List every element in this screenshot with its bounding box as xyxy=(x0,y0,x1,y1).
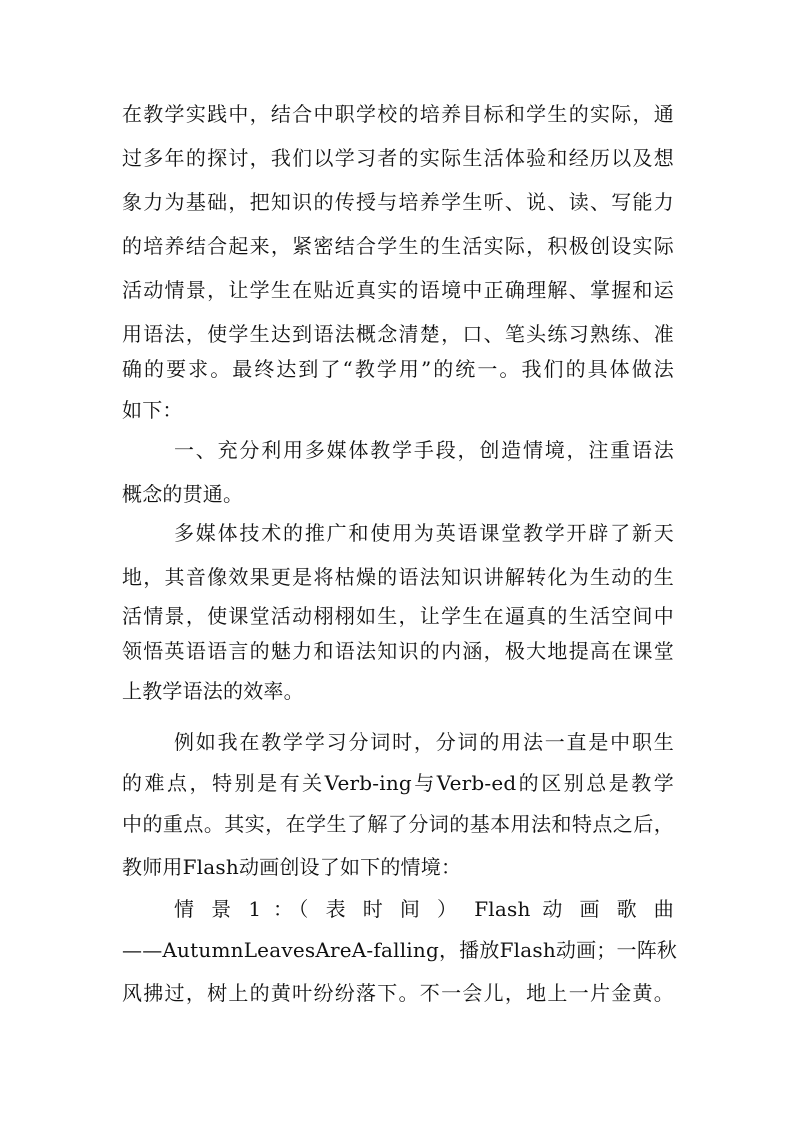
heading-1-line-1: 一、充分利用多媒体教学手段，创造情境，注重语法 xyxy=(174,438,674,462)
paragraph-2-line-3: 活情景，使课堂活动栩栩如生，让学生在逼真的生活空间中 xyxy=(122,604,674,628)
paragraph-2-line-5: 上教学语法的效率。 xyxy=(122,679,304,703)
paragraph-3-line-3: 中的重点。其实，在学生了解了分词的基本用法和特点之后， xyxy=(122,812,674,836)
heading-1-line-2: 概念的贯通。 xyxy=(122,482,244,506)
scenario-1-line-3: 风拂过，树上的黄叶纷纷落下。不一会儿，地上一片金黄。 xyxy=(122,981,674,1005)
paragraph-2-line-2: 地，其音像效果更是将枯燥的语法知识讲解转化为生动的生 xyxy=(122,565,674,589)
paragraph-3-line-4: 教师用Flash动画创设了如下的情境： xyxy=(122,855,462,879)
scenario-1-line-2: ——AutumnLeavesAreA-falling，播放Flash动画；一阵秋 xyxy=(122,938,678,962)
paragraph-3-line-2: 的难点，特别是有关Verb-ing与Verb-ed的区别总是教学 xyxy=(122,771,674,795)
paragraph-1-line-3: 象力为基础，把知识的传授与培养学生听、说、读、写能力 xyxy=(122,190,674,214)
paragraph-1-line-8: 如下： xyxy=(122,398,183,422)
paragraph-1-line-1: 在教学实践中，结合中职学校的培养目标和学生的实际，通 xyxy=(122,102,674,126)
paragraph-1-line-5: 活动情景，让学生在贴近真实的语境中正确理解、掌握和运 xyxy=(122,278,674,302)
paragraph-1-line-7: 确的要求。最终达到了“教学用”的统一。我们的具体做法 xyxy=(122,357,674,381)
paragraph-2-line-1: 多媒体技术的推广和使用为英语课堂教学开辟了新天 xyxy=(174,521,674,545)
paragraph-1-line-2: 过多年的探讨，我们以学习者的实际生活体验和经历以及想 xyxy=(122,146,674,170)
paragraph-1-line-6: 用语法，使学生达到语法概念清楚，口、笔头练习熟练、准 xyxy=(122,322,674,346)
scenario-1-line-1: 情 景 1 ：（ 表 时 间 ） Flash 动 画 歌 曲 xyxy=(174,897,674,921)
paragraph-3-line-1: 例如我在教学学习分词时，分词的用法一直是中职生 xyxy=(174,730,674,754)
paragraph-2-line-4: 领悟英语语言的魅力和语法知识的内涵，极大地提高在课堂 xyxy=(122,639,674,663)
paragraph-1-line-4: 的培养结合起来，紧密结合学生的生活实际，积极创设实际 xyxy=(122,234,674,258)
